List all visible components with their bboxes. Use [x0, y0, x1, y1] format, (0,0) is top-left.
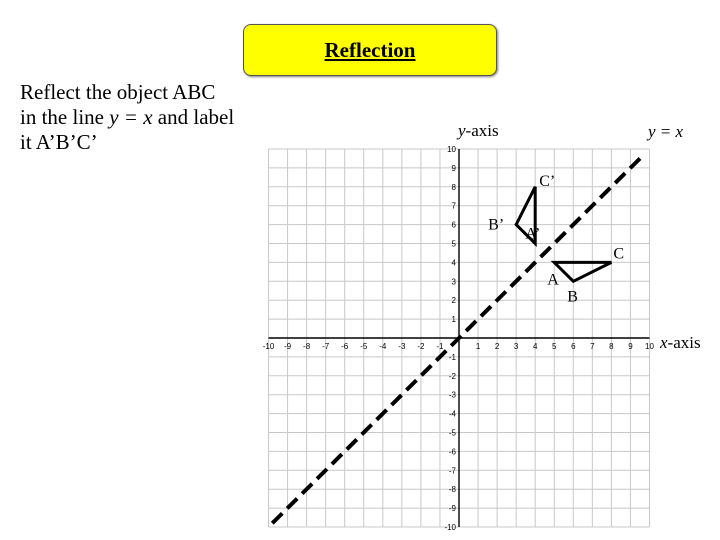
- x-tick-label: -8: [303, 342, 311, 351]
- x-tick-label: -1: [436, 342, 444, 351]
- x-tick-label: 1: [475, 342, 481, 351]
- x-tick-label: 5: [552, 342, 557, 351]
- x-tick-label: 2: [494, 342, 500, 351]
- x-tick-label: -3: [398, 342, 406, 351]
- x-tick-label: -9: [283, 342, 292, 351]
- vertex-label: B: [567, 288, 578, 306]
- x-tick-label: -2: [417, 342, 425, 351]
- x-tick-label: -6: [341, 342, 349, 351]
- x-tick-label: -4: [379, 342, 387, 351]
- vertex-label: A: [547, 271, 559, 289]
- x-tick-label: -5: [360, 342, 368, 351]
- y-tick-label: 3: [451, 277, 456, 287]
- x-tick-label: 10: [645, 342, 654, 351]
- y-tick-label: -6: [448, 447, 456, 457]
- line-label: y = x: [648, 122, 684, 141]
- y-tick-label: -2: [448, 371, 456, 381]
- x-tick-label: 7: [590, 342, 595, 351]
- x-tick-label: 6: [571, 342, 576, 351]
- y-tick-label: -4: [448, 409, 456, 419]
- instruction-line-1: Reflect the object ABC: [20, 80, 216, 104]
- x-tick-label: -7: [322, 342, 330, 351]
- y-tick-label: -8: [448, 485, 456, 495]
- line-y-equals-x: [272, 158, 640, 523]
- y-tick-label: -10: [444, 523, 456, 532]
- x-tick-label: 3: [513, 342, 519, 351]
- y-axis-label: y-axis: [458, 121, 499, 140]
- x-axis-label: x-axis: [660, 333, 701, 352]
- y-tick-label: 5: [451, 239, 456, 249]
- vertex-label: C: [613, 245, 625, 263]
- y-tick-label: -1: [448, 352, 456, 362]
- vertex-label: A’: [525, 225, 541, 243]
- y-tick-label: 10: [447, 145, 456, 154]
- y-tick-label: 8: [451, 182, 456, 192]
- instruction-line-3: it A’B’C’: [20, 130, 98, 154]
- y-tick-label: 2: [451, 296, 456, 306]
- x-tick-label: 9: [628, 342, 633, 351]
- page-title: Reflection: [324, 37, 416, 62]
- y-tick-label: 6: [451, 220, 456, 230]
- y-tick-label: 7: [451, 201, 456, 211]
- x-tick-label: -10: [262, 342, 275, 351]
- y-tick-label: 1: [451, 315, 456, 325]
- y-tick-label: 9: [451, 163, 456, 173]
- y-tick-label: -9: [448, 504, 456, 514]
- triangle-abc: [554, 262, 611, 281]
- y-tick-label: -5: [448, 428, 456, 438]
- instruction-line-2: in the line y = x and label: [20, 105, 235, 129]
- y-tick-label: 4: [451, 258, 456, 268]
- x-tick-label: 8: [609, 342, 614, 351]
- y-tick-label: -3: [448, 390, 456, 400]
- vertex-label: B’: [488, 216, 505, 234]
- vertex-label: C’: [539, 172, 556, 190]
- x-tick-label: 4: [532, 342, 538, 351]
- y-tick-label: -7: [448, 466, 456, 476]
